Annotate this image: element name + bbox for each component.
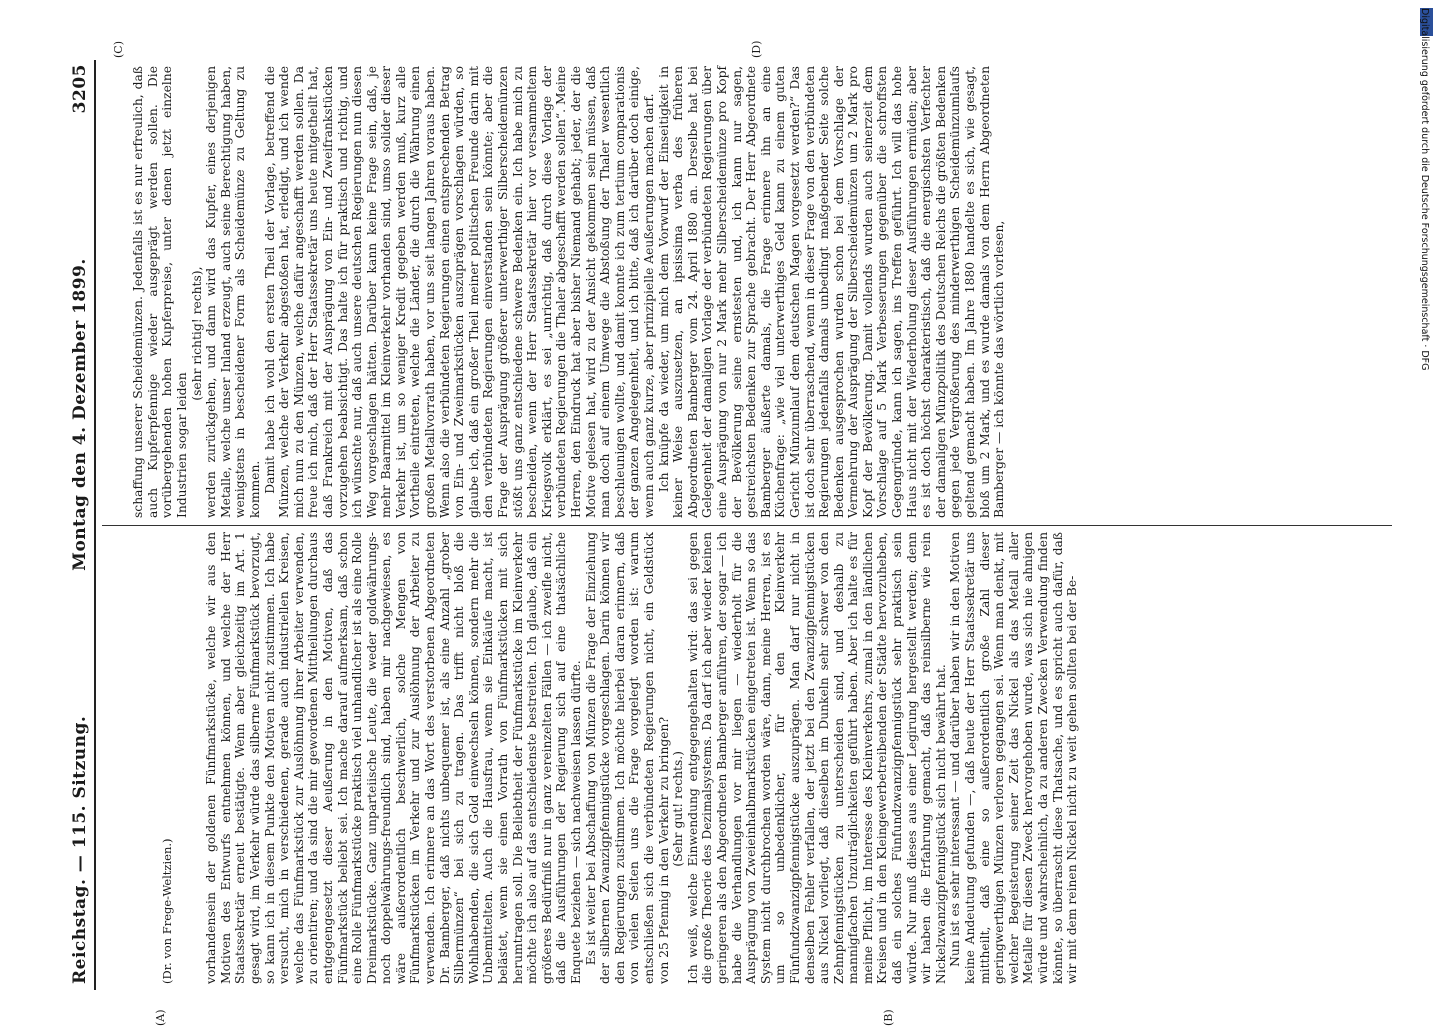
margin-marker-b: (B) xyxy=(882,1009,895,1026)
left-column-text: vorhandensein der goldenen Fünfmarkstücke, welche wir aus den Motiven des Entwurfs entnehmen können, und welche der Herr Staatssekretär erneut bestätigte. Wenn aber gleichzeitig im Art. 1 gesagt wird, im Verkehr würde das silberne Fünfmarkstück bevorzugt, so kann ich in diesem Punkte den Motiven nicht zustimmen. Ich habe versucht, mich in verschiedenen, gerade auch industriellen Kreisen, welche das Fünfmarkstück zur Auslöhnung ihrer Arbeiter verwenden, zu orientiren; und da sind die mir gewordenen Mittheilungen durchaus entgegengesetzt dieser Aeußerung in den Motiven, daß das Fünfmarkstück beliebt sei. Ich mache darauf aufmerksam, daß schon eine Rolle Fünfmarkstücke praktisch viel unhandlicher ist als eine Rolle Dreimarkstücke. Ganz unparteiische Leute, die weder goldwährungs- noch doppelwährungs-freundlich sind, haben mir nachgewiesen, es wäre außerordentlich beschwerlich, solche Mengen von Fünfmarkstücken im Verkehr und zur Auslöhnung der Arbeiter zu verwenden. Ich erinnere an das Wort des verstorbenen Abgeordneten Dr. Bamberger, daß nichts unbequemer ist, als eine Anzahl „grober Silbermünzen“ bei sich zu tragen. Das trifft nicht bloß die Wohlhabenden, die sich Gold einwechseln können, sondern mehr die Unbemittelten. Auch die Hausfrau, wenn sie Einkäufe macht, ist belästet, wenn sie einen Vorrath von Fünfmarkstücken mit sich herumtragen soll. Die Beliebtheit der Fünfmarkstücke im Kleinverkehr möchte ich also auf das entschiedenste bestreiten. Ich glaube, daß ein größeres Bedürfniß nur in ganz vereinzelten Fällen — ich zweifle nicht, daß die Ausführungen der Regierung sich auf eine thatsächliche Enquete beziehen — sich nachweisen lassen dürfte. Es ist weiter bei Abschaffung von Münzen die Frage der Einziehung der silbernen Zwanzigpfennigstücke vorgeschlagen. Darin können wir den Regierungen zustimmen. Ich möchte hierbei daran erinnern, daß von vielen Seiten uns die Frage vorgelegt worden ist: warum entschließen sich die verbündeten Regierungen nicht, ein Geldstück von 25 Pfennig in den Verkehr zu bringen? (Sehr gut! rechts.) Ich weiß, welche Einwendung entgegengehalten wird: das sei gegen die große Theorie des Dezimalsystems. Da darf ich aber wieder keinen geringeren als den Abgeordneten Bamberger anführen, der sogar — ich habe die Verhandlungen vor mir liegen — wiederholt für die Ausprägung von Zweieinhalbmarkstücken eingetreten ist. Wenn so das System nicht durchbrochen worden wäre, dann, meine Herren, ist es um so unbedenklicher, für den Kleinverkehr Fünfundzwanzigpfennigstücke auszuprägen. Man darf nur nicht in denselben Fehler verfallen, der jetzt bei den Zwanzigpfennigstücken aus Nickel vorliegt, daß dieselben im Dunkeln sehr schwer von den Zehnpfennigstücken zu unterscheiden sind, und deshalb zu mannigfachen Unzuträglichkeiten geführt haben. Aber ich halte es für meine Pflicht, im Interesse des Kleinverkehrs, zumal in den ländlichen Kreisen und in den Kleingewerbetreibenden der Städte hervorzuheben, daß ein solches Fünfundzwanzigpfennigstück sehr praktisch sein würde. Nur muß dieses aus einer Legirung hergestellt werden; denn wir haben die Erfahrung gemacht, daß das reinsilberne wie rein Nickelzwanzigpfennigstück sich nicht bewährt hat. Nun ist es sehr interessant — und darüber haben wir in den Motiven keine Andeutung gefunden —, daß heute der Herr Staatssekretär uns mittheilt, daß eine so außerordentlich große Zahl dieser geringwerthigen Münzen verloren gegangen sei. Wenn man denkt, mit welcher Begeisterung seiner Zeit das Nickel als das Metall aller Metalle für diesen Zweck hervorgehoben wurde, was sich nie ahnigen würde und wahrscheinlich, da zu anderen Zwecken Verwendung finden könnte, so überrascht diese Thatsache, und es spricht auch dafür, daß wir mit dem reinen Nickel nicht zu weit gehen sollten bei der Be- xyxy=(204,532,1080,984)
page-header xyxy=(60,60,90,990)
digitization-note-text: Digitalisierung gefördert durch die Deutsche Forschungsgemeinschaft · DFG xyxy=(1419,8,1430,371)
margin-marker-a: (A) xyxy=(154,1009,167,1026)
header-center: Montag den 4. Dezember 1899. xyxy=(70,258,90,571)
left-column xyxy=(102,532,1392,1026)
margin-marker-d: (D) xyxy=(750,40,763,58)
digitization-note xyxy=(1418,8,1434,993)
rotated-page-content xyxy=(60,40,1400,1026)
margin-marker-c: (C) xyxy=(112,41,125,58)
header-left: Reichstag. — 115. Sitzung. xyxy=(70,715,90,984)
header-rule xyxy=(94,60,96,990)
page-number: 3205 xyxy=(70,64,90,114)
right-column xyxy=(102,66,1392,518)
column-divider xyxy=(102,525,1392,526)
right-column-text: schaffung unserer Scheidemünzen. Jedenfalls ist es nur erfreulich, daß auch Kupferpfennige wieder ausgeprägt werden sollen. Die vorübergehenden hohen Kupferpreise, unter denen jetzt einzelne Industrien sogar leiden (sehr richtig! rechts), werden zurückgehen, und dann wird das Kupfer, eines derjenigen Metalle, welche unser Inland erzeugt, auch seine Berechtigung haben, wenigstens in bescheidener Form als Scheidemünze zu Geltung zu kommen. Damit habe ich wohl den ersten Theil der Vorlage, betreffend die Münzen, welche der Verkehr abgestoßen hat, erledigt, und ich wende mich nun zu den Münzen, welche dafür angeschafft werden sollen. Da freue ich mich, daß der Herr Staatssekretär uns heute mitgetheilt hat, daß Frankreich mit der Ausprägung von Ein- und Zweifrankstücken vorzugehen beabsichtigt. Das halte ich für praktisch und richtig, und ich wünschte nur, daß auch unsere deutschen Regierungen nun diesen Weg vorgeschlagen hätten. Darüber kann keine Frage sein, daß, je mehr Baarmittel im Kleinverkehr vorhanden sind, umso solider dieser Verkehr ist, um so weniger Kredit gegeben werden muß, kurz alle Vortheile eintreten, welche die Länder, die durch die Währung einen großen Metallvorrath haben, vor uns seit langen Jahren voraus haben. Wenn also die verbündeten Regierungen einen entsprechenden Betrag von Ein- und Zweimarkstücken auszuprägen vorschlagen würden, so glaube ich, daß ein großer Theil meiner politischen Freunde darin mit den verbündeten Regierungen einverstanden sein könnte; aber die Frage der Ausprägung größerer unterwerthiger Silberscheidemünzen stößt uns ganz entschiedene schwere Bedenken ein. Ich habe mich zu bescheiden, wenn der Herr Staatssekretär hier vor versammeltem Kriegsvolk erklärt, es sei „unrichtig, daß durch diese Vorlage der verbündeten Regierungen die Thaler abgeschafft werden sollen“. Meine Herren, den Eindruck hat aber bisher Niemand gehabt; jeder, der die Motive gelesen hat, wird zu der Ansicht gekommen sein müssen, daß man doch auf einem Umwege die Abstoßung der Thaler wesentlich beschleunigen wollte, und damit konnte ich zum tertium comparationis der ganzen Angelegenheit, und ich bitte, daß ich darüber doch einige, wenn auch ganz kurze, aber prinzipielle Aeußerungen machen darf. Ich knüpfe da wieder, um mich dem Vorwurf der Einseitigkeit in keiner Weise auszusetzen, an ipsissima verba des früheren Abgeordneten Bamberger vom 24. April 1880 an. Derselbe hat bei Gelegenheit der damaligen Vorlage der verbündeten Regierungen über eine Ausprägung von nur 2 Mark mehr Silberscheidemünze pro Kopf der Bevölkerung seine ernstesten und, ich kann nur sagen, gestreichsten Bedenken zur Sprache gebracht. Der Herr Abgeordnete Bamberger äußerte damals, die Frage erinnere ihn an eine Küchenfrage: „wie viel unterwerthiges Geld kann zu einem guten Gericht Münzumlauf dem deutschen Magen vorgesetzt werden?“ Das ist doch sehr überraschend, wenn in dieser Frage von den verbündeten Regierungen jedenfalls damals unbedingt maßgebender Seite solche Bedenken ausgesprochen wurden schon bei dem Vorschlage der Vermehrung der Ausprägung der Silberscheidemünzen um 2 Mark pro Kopf der Bevölkerung. Damit vollends wurden auch seinerzeit dem Vorschlage auf 5 Mark Verbesserungen gegenüber die schroffsten Gegengründe, kann ich sagen, ins Treffen geführt. Ich will das hohe Haus nicht mit der Wiederholung dieser Ausführungen ermüden; aber es ist doch höchst charakteristisch, daß die energischsten Verfechter der damaligen Münzpolitik des Deutschen Reichs die größten Bedenken gegen jede Vergrößerung des minderwerthigen Scheidemünzumlaufs geltend gemacht haben. Im Jahre 1880 handelte es sich, wie gesagt, bloß um 2 Mark, und es wurde damals von dem Herrn Abgeordneten Bamberger — ich könnte das wörtlich vorlesen, xyxy=(131,65,1007,518)
speaker-line: (Dr. von Frege-Weltzien.) xyxy=(160,838,175,984)
